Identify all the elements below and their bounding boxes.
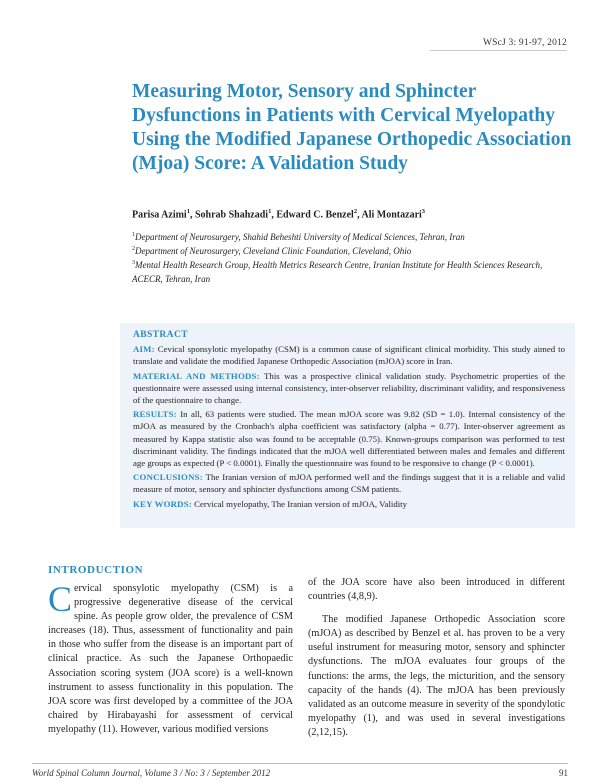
journal-reference: WScJ 3: 91-97, 2012	[482, 38, 567, 48]
intro-paragraph	[48, 579, 293, 737]
abstract-conclusions	[133, 471, 565, 495]
drop-cap: C	[48, 579, 73, 619]
conclusions-text: The Iranian version of mJOA performed well and the findings suggest that it is a reliable and valid measure of motor, sensory and sphincter dysfunctions among CSM patients.	[133, 472, 565, 495]
keywords-label: KEY WORDS:	[133, 498, 192, 509]
author-list: Parisa Azimi$^1$, Sohrab Shahzadi$^1$, Edward C. Benzel$^2$, Ali Montazari$^3$	[132, 208, 426, 221]
author-affiliation-mark: 2	[353, 208, 358, 215]
aim-text: Cevical sponsylotic myelopathy (CSM) is a common cause of significant clinical morbidity. This study aimed to translate and validate the modified Japanese Orthopedic Association (mJOA) score in Iran.	[133, 344, 565, 367]
author-affiliation-mark: 1	[268, 208, 272, 215]
results-label: RESULTS:	[133, 409, 177, 420]
affiliation-number: 2	[132, 246, 135, 252]
abstract-methods	[133, 370, 565, 407]
author-name: Edward C. Benzel	[276, 209, 354, 221]
author-affiliation-mark: 3	[421, 208, 426, 215]
body-column-left	[48, 579, 293, 737]
abstract-keywords	[133, 498, 565, 510]
author-name: Sohrab Shahzadi	[194, 209, 269, 221]
page-number: 91	[559, 768, 568, 778]
introduction-heading: INTRODUCTION	[48, 564, 144, 576]
abstract-heading: ABSTRACT	[133, 330, 188, 340]
aim-label: AIM:	[133, 344, 155, 355]
affiliation	[132, 256, 572, 286]
abstract-results	[133, 408, 565, 469]
intro-paragraph-text: ervical sponsylotic myelopathy (CSM) is a progressive degenerative disease of the cervical spine. As people grow older, the prevalence of CSM increases (18). Thus, assessment of functionality and pain in those who suffer from the disease is an important part of clinical practice. As such the Japanese Orthopaedic Association scoring system (JOA score) is a well-known instrument to assess functionality in this population. The JOA score was first developed by a committee of the JOA chaired by Hirabayashi for assessment of cervical myelopathy (11). However, various modified versions	[48, 583, 293, 735]
methods-label: MATERIAL AND METHODS:	[133, 370, 260, 381]
affiliation-text: Mental Health Research Group, Health Metrics Research Centre, Iranian Institute for Health Sciences Research, ACECR, Tehran, Iran	[132, 260, 543, 284]
affiliation-number: 3	[132, 260, 135, 266]
conclusions-label: CONCLUSIONS:	[133, 472, 203, 483]
author-affiliation-mark: 1	[186, 208, 190, 215]
keywords-text: Cervical myelopathy, The Iranian version of mJOA, Validity	[191, 498, 408, 509]
methods-text: This was a prospective clinical validation study. Psychometric properties of the questionnaire were assessed using internal consistency, inter-observer reliability, discriminant validity, and responsiveness of the questionnaire to change.	[133, 370, 565, 406]
header-divider	[430, 50, 567, 51]
affiliation-text: Department of Neurosurgery, Shahid Beheshti University of Medical Sciences, Tehran, Iran	[135, 232, 465, 242]
affiliation-text: Department of Neurosurgery, Cleveland Clinic Foundation, Cleveland, Ohio	[135, 246, 412, 256]
footer-journal-info: World Spinal Column Journal, Volume 3 / No: 3 / September 2012	[32, 768, 271, 778]
footer-divider	[32, 763, 568, 764]
abstract-box	[120, 323, 575, 528]
author-name: Ali Montazari	[361, 209, 422, 221]
intro-paragraph: The modified Japanese Orthopedic Association score (mJOA) as described by Benzel et al. has proven to be a very useful instrument for measuring motor, sensory and sphincter dysfunctions. The mJOA evaluates four groups of the functions: the arms, the legs, the micturition, and the sensory capacity of the hands (4). The mJOA has been previously validated as an outcome measure in severity of the spondylotic myelopathy (1), and was used in several investigations (2,12,15).	[308, 614, 565, 738]
intro-paragraph-continued: of the JOA score have also been introduced in different countries (4,8,9).	[308, 577, 565, 603]
author-name: Parisa Azimi	[132, 209, 187, 221]
body-column-right	[308, 576, 565, 740]
article-title: Measuring Motor, Sensory and Sphincter Dysfunctions in Patients with Cervical Myelopathy Using the Modified Japanese Orthopedic Association (Mjoa) Score: A Validation Study	[132, 81, 572, 174]
abstract-aim	[133, 343, 565, 367]
affiliation-number: 1	[132, 232, 135, 238]
results-text: In all, 63 patients were studied. The mean mJOA score was 9.82 (SD = 1.0). Internal consistency of the mJOA as measured by the Cronbach's alpha coefficient was satisfactory (alpha = 0.77). Inter-observer agreement as measured by Kappa statistic also was found to be acceptable (0.75). Known-groups comparison was performed to test discriminant validity. The findings indicated that the mJOA well differentiated between males and females and different age groups as expected (P < 0.0001). Finally the questionnaire was found to be responsive to change (P < 0.0001).	[133, 409, 565, 469]
